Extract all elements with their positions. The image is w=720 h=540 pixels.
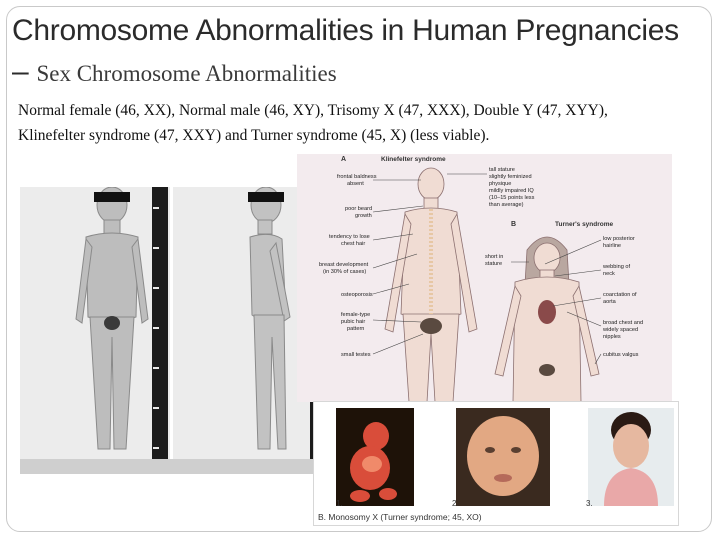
t-label-chest-3: nipples	[603, 334, 621, 340]
diagram-drawing	[297, 154, 672, 402]
k-label-baldness-1: frontal baldness	[337, 174, 377, 180]
k-label-osteoporosis: osteoporosis	[341, 292, 373, 298]
t-label-coarctation-2: aorta	[603, 299, 616, 305]
k-label-stature-2: slightly feminized	[489, 174, 532, 180]
strip-caption: B. Monosomy X (Turner syndrome; 45, XO)	[318, 512, 482, 522]
photo-number-1: 1.	[336, 499, 343, 508]
title-main: Chromosome Abnormalities in Human Pregnancies –	[12, 14, 679, 88]
t-label-short-1: short in	[485, 254, 504, 260]
k-label-chest-1: tendency to lose	[329, 234, 370, 240]
t-label-chest-1: broad chest and	[603, 320, 644, 326]
strip-drawing	[314, 402, 678, 525]
k-label-chest-2: chest hair	[341, 241, 366, 247]
photo-number-3: 3.	[586, 499, 593, 508]
t-label-hairline-2: hairline	[603, 243, 622, 249]
k-label-beard-2: growth	[355, 213, 372, 219]
photo-number-2: 2.	[452, 499, 459, 508]
panel-a-letter: A	[341, 156, 347, 163]
k-label-testes: small testes	[341, 352, 371, 358]
t-label-webbing-1: webbing of	[603, 264, 631, 270]
k-label-pubic-1: female-type	[341, 312, 371, 318]
t-label-chest-2: widely spaced	[603, 327, 639, 333]
body-text: Normal female (46, XX), Normal male (46, XY), Trisomy X (47, XXX), Double Y (47, XYY), Klinefelter syndrome (47, XXY) and Turner syndrome (45, X) (less viable).	[18, 102, 608, 144]
t-label-webbing-2: neck	[603, 271, 615, 277]
k-label-stature-5: (10–15 points less	[489, 195, 535, 201]
panel-b-letter: B	[511, 221, 517, 228]
k-label-breast-2: (in 30% of cases)	[323, 269, 367, 275]
k-label-pubic-3: pattern	[347, 326, 365, 332]
t-label-cubitus-valgus: cubitus valgus	[603, 352, 639, 358]
photo-drawing	[20, 187, 322, 474]
k-label-baldness-2: absent	[347, 181, 364, 187]
k-label-stature-1: tall stature	[489, 167, 515, 173]
t-label-coarctation-1: coarctation of	[603, 292, 637, 298]
k-label-pubic-2: pubic hair	[341, 319, 366, 325]
syndrome-diagram	[297, 154, 672, 402]
panel-a-title: Klinefelter syndrome	[381, 156, 446, 163]
k-label-stature-4: mildly impaired IQ	[489, 188, 534, 194]
panel-b-title: Turner's syndrome	[555, 221, 614, 228]
t-label-hairline-1: low posterior	[603, 236, 635, 242]
photo-klinefelter-patient	[20, 187, 322, 474]
k-label-breast-1: breast development	[319, 262, 369, 268]
title-subtitle: Sex Chromosome Abnormalities	[36, 61, 337, 86]
k-label-beard-1: poor beard	[345, 206, 373, 212]
k-label-stature-6: than average)	[489, 202, 524, 208]
t-label-short-2: stature	[485, 261, 503, 267]
monosomy-x-photo-strip	[313, 401, 679, 526]
slide-title	[12, 10, 702, 94]
k-label-stature-3: physique	[489, 181, 512, 187]
